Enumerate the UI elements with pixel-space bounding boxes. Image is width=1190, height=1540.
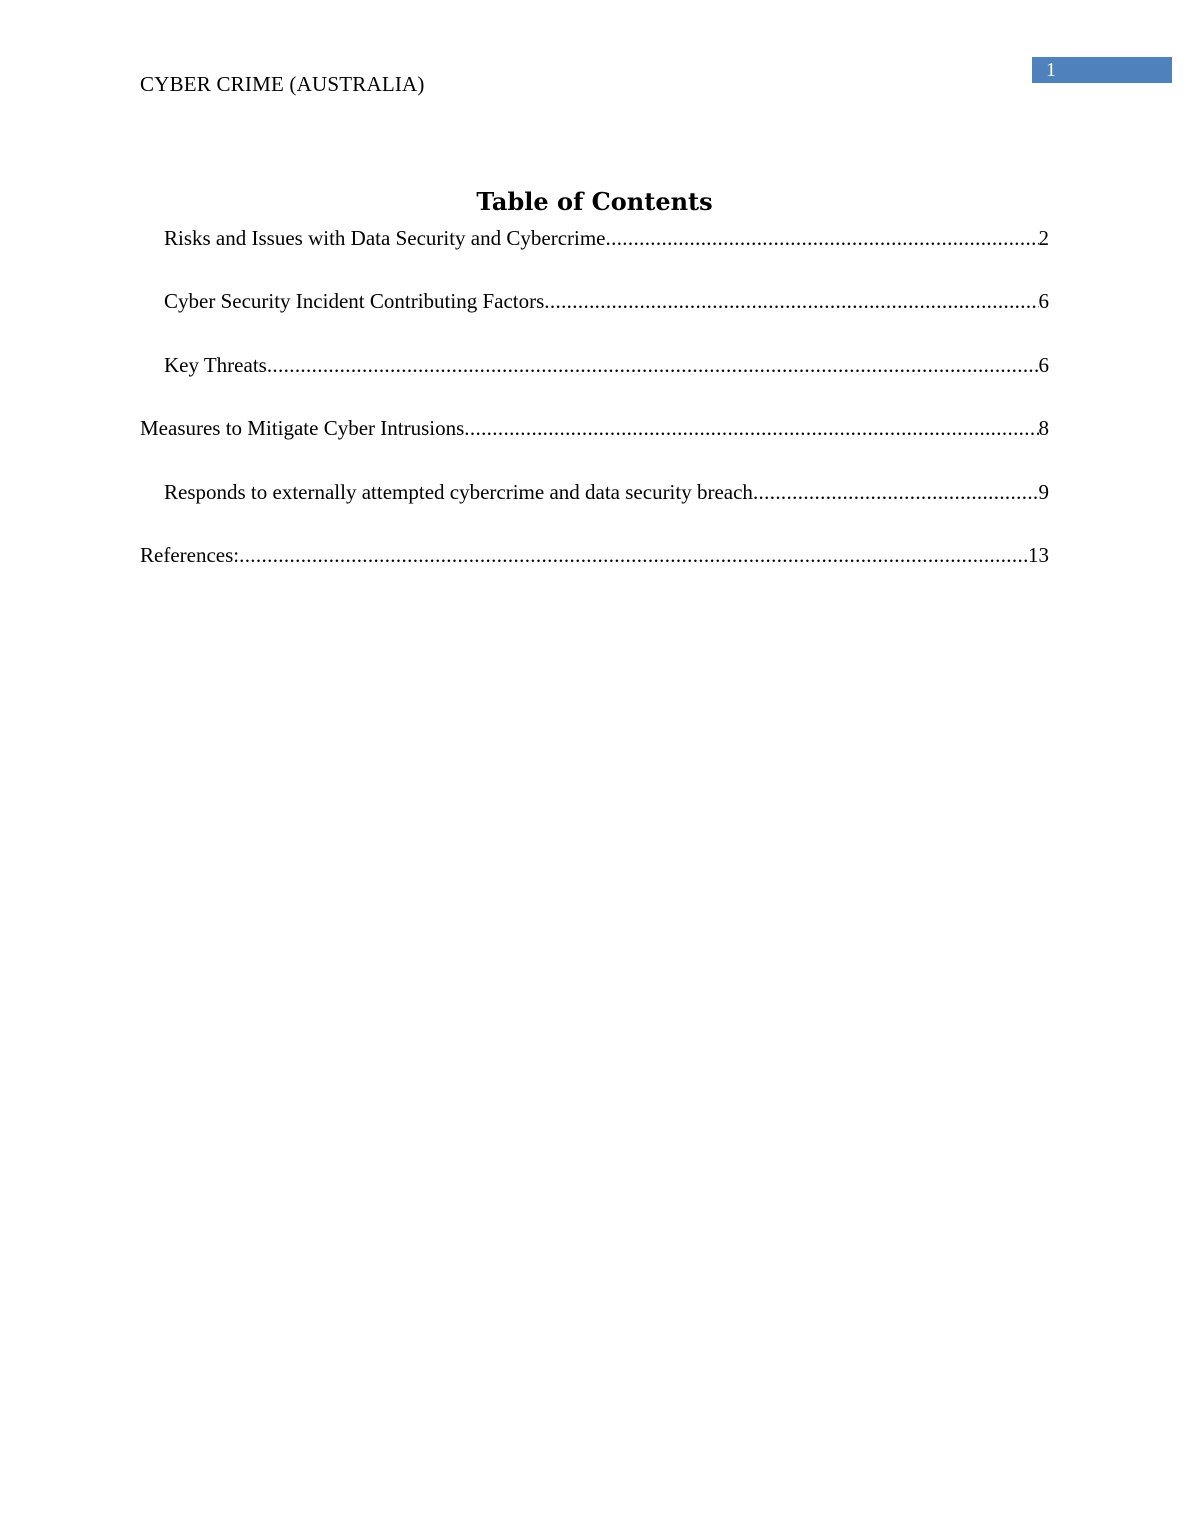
- running-header: CYBER CRIME (AUSTRALIA): [140, 72, 425, 96]
- toc-entry-page: 9: [1038, 479, 1049, 504]
- toc-entry-text: Measures to Mitigate Cyber Intrusions: [140, 416, 465, 441]
- page-number: 1: [1046, 59, 1056, 81]
- toc-entry-text: Cyber Security Incident Contributing Factors: [164, 289, 545, 314]
- toc-entry-references[interactable]: [140, 541, 1049, 604]
- toc-entry-text: Risks and Issues with Data Security and Cybercrime: [164, 226, 606, 250]
- table-of-contents: [140, 224, 1049, 604]
- toc-entry-page: 8: [1038, 416, 1049, 441]
- toc-entry-page: 13: [1028, 542, 1049, 567]
- toc-entry-text: Key Threats: [164, 352, 267, 377]
- toc-entry-page: 6: [1038, 289, 1049, 314]
- toc-entry-mitigate-intrusions[interactable]: [140, 414, 1049, 477]
- page-number-box: [1032, 57, 1172, 83]
- toc-dot-leader: [239, 541, 1028, 569]
- toc-entry-text: References:: [140, 542, 240, 567]
- toc-entry-page: 2: [1038, 226, 1049, 250]
- toc-entry-responds-to-attempts[interactable]: [140, 478, 1049, 541]
- toc-title: Table of Contents: [476, 187, 713, 216]
- toc-dot-leader: [267, 351, 1039, 379]
- toc-dot-leader: [464, 414, 1038, 442]
- toc-entry-text: Responds to externally attempted cybercrime and data security breach: [164, 479, 753, 504]
- toc-entry-contributing-factors[interactable]: [140, 287, 1049, 350]
- toc-entry-key-threats[interactable]: [140, 351, 1049, 414]
- toc-dot-leader: [544, 287, 1038, 315]
- toc-entry-risks-and-issues[interactable]: [140, 224, 1049, 287]
- toc-dot-leader: [753, 478, 1039, 506]
- toc-dot-leader: [606, 224, 1039, 252]
- toc-entry-page: 6: [1038, 352, 1049, 377]
